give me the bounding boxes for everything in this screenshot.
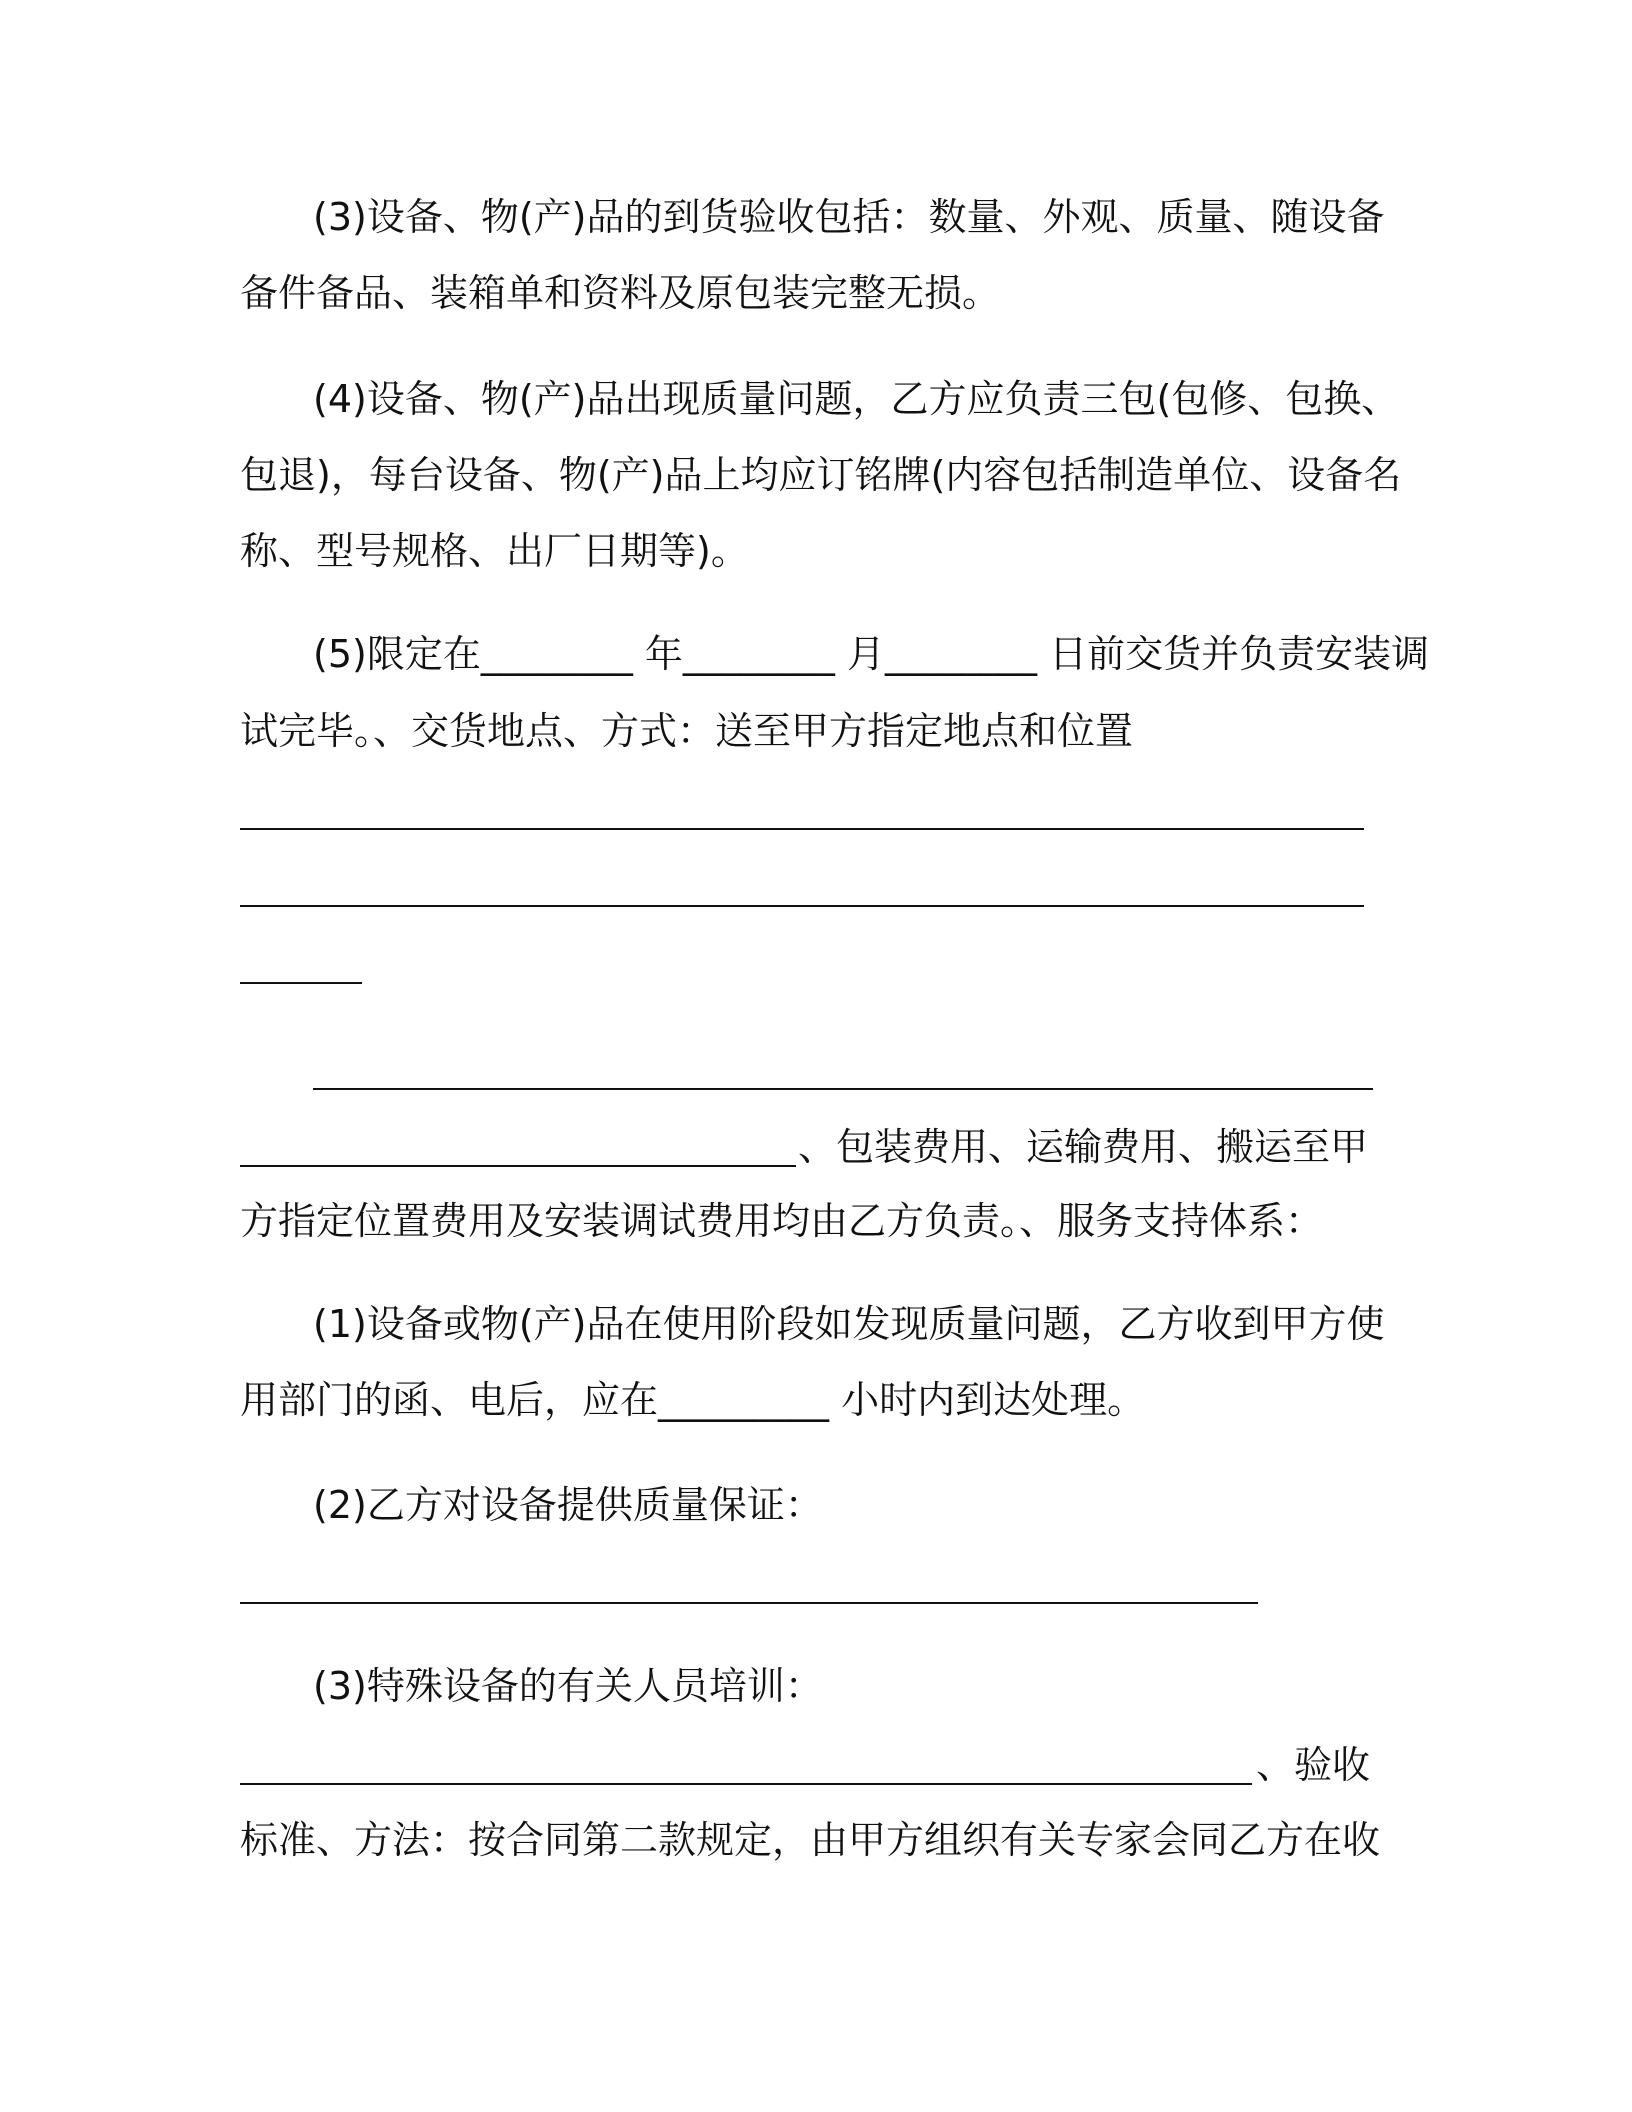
paragraph-line: 、包装费用、运输费用、搬运至甲: [798, 1125, 1369, 1169]
paragraph-line: (3)设备、物(产)品的到货验收包括：数量、外观、质量、随设备: [313, 195, 1385, 239]
fill-in-blank-line: [313, 1088, 1373, 1090]
fill-in-blank-line: [240, 905, 1364, 907]
paragraph-line: (5)限定在________ 年________ 月________ 日前交货并负责安装调: [313, 632, 1430, 676]
paragraph-line: 称、型号规格、出厂日期等)。: [240, 529, 749, 573]
paragraph-line: 试完毕。、交货地点、方式：送至甲方指定地点和位置: [240, 709, 1134, 753]
paragraph-line: (3)特殊设备的有关人员培训：: [313, 1664, 823, 1708]
paragraph-line: 用部门的函、电后，应在_________ 小时内到达处理。: [240, 1378, 1146, 1422]
fill-in-blank-line: [240, 828, 1364, 830]
paragraph-line: 方指定位置费用及安装调试费用均由乙方负责。、服务支持体系：: [240, 1199, 1324, 1243]
fill-in-blank-line: [240, 1602, 1258, 1604]
fill-in-blank-line: [240, 982, 362, 984]
paragraph-line: 、验收: [1256, 1743, 1371, 1787]
paragraph-line: 包退)，每台设备、物(产)品上均应订铭牌(内容包括制造单位、设备名: [240, 453, 1402, 497]
fill-in-blank-line: [240, 1165, 796, 1167]
paragraph-line: 备件备品、装箱单和资料及原包装完整无损。: [240, 271, 1001, 315]
fill-in-blank-line: [240, 1783, 1252, 1785]
paragraph-line: (4)设备、物(产)品出现质量问题，乙方应负责三包(包修、包换、: [313, 377, 1400, 421]
paragraph-line: (1)设备或物(产)品在使用阶段如发现质量问题，乙方收到甲方使: [313, 1302, 1385, 1346]
paragraph-line: (2)乙方对设备提供质量保证：: [313, 1483, 823, 1527]
paragraph-line: 标准、方法：按合同第二款规定，由甲方组织有关专家会同乙方在收: [240, 1818, 1381, 1862]
